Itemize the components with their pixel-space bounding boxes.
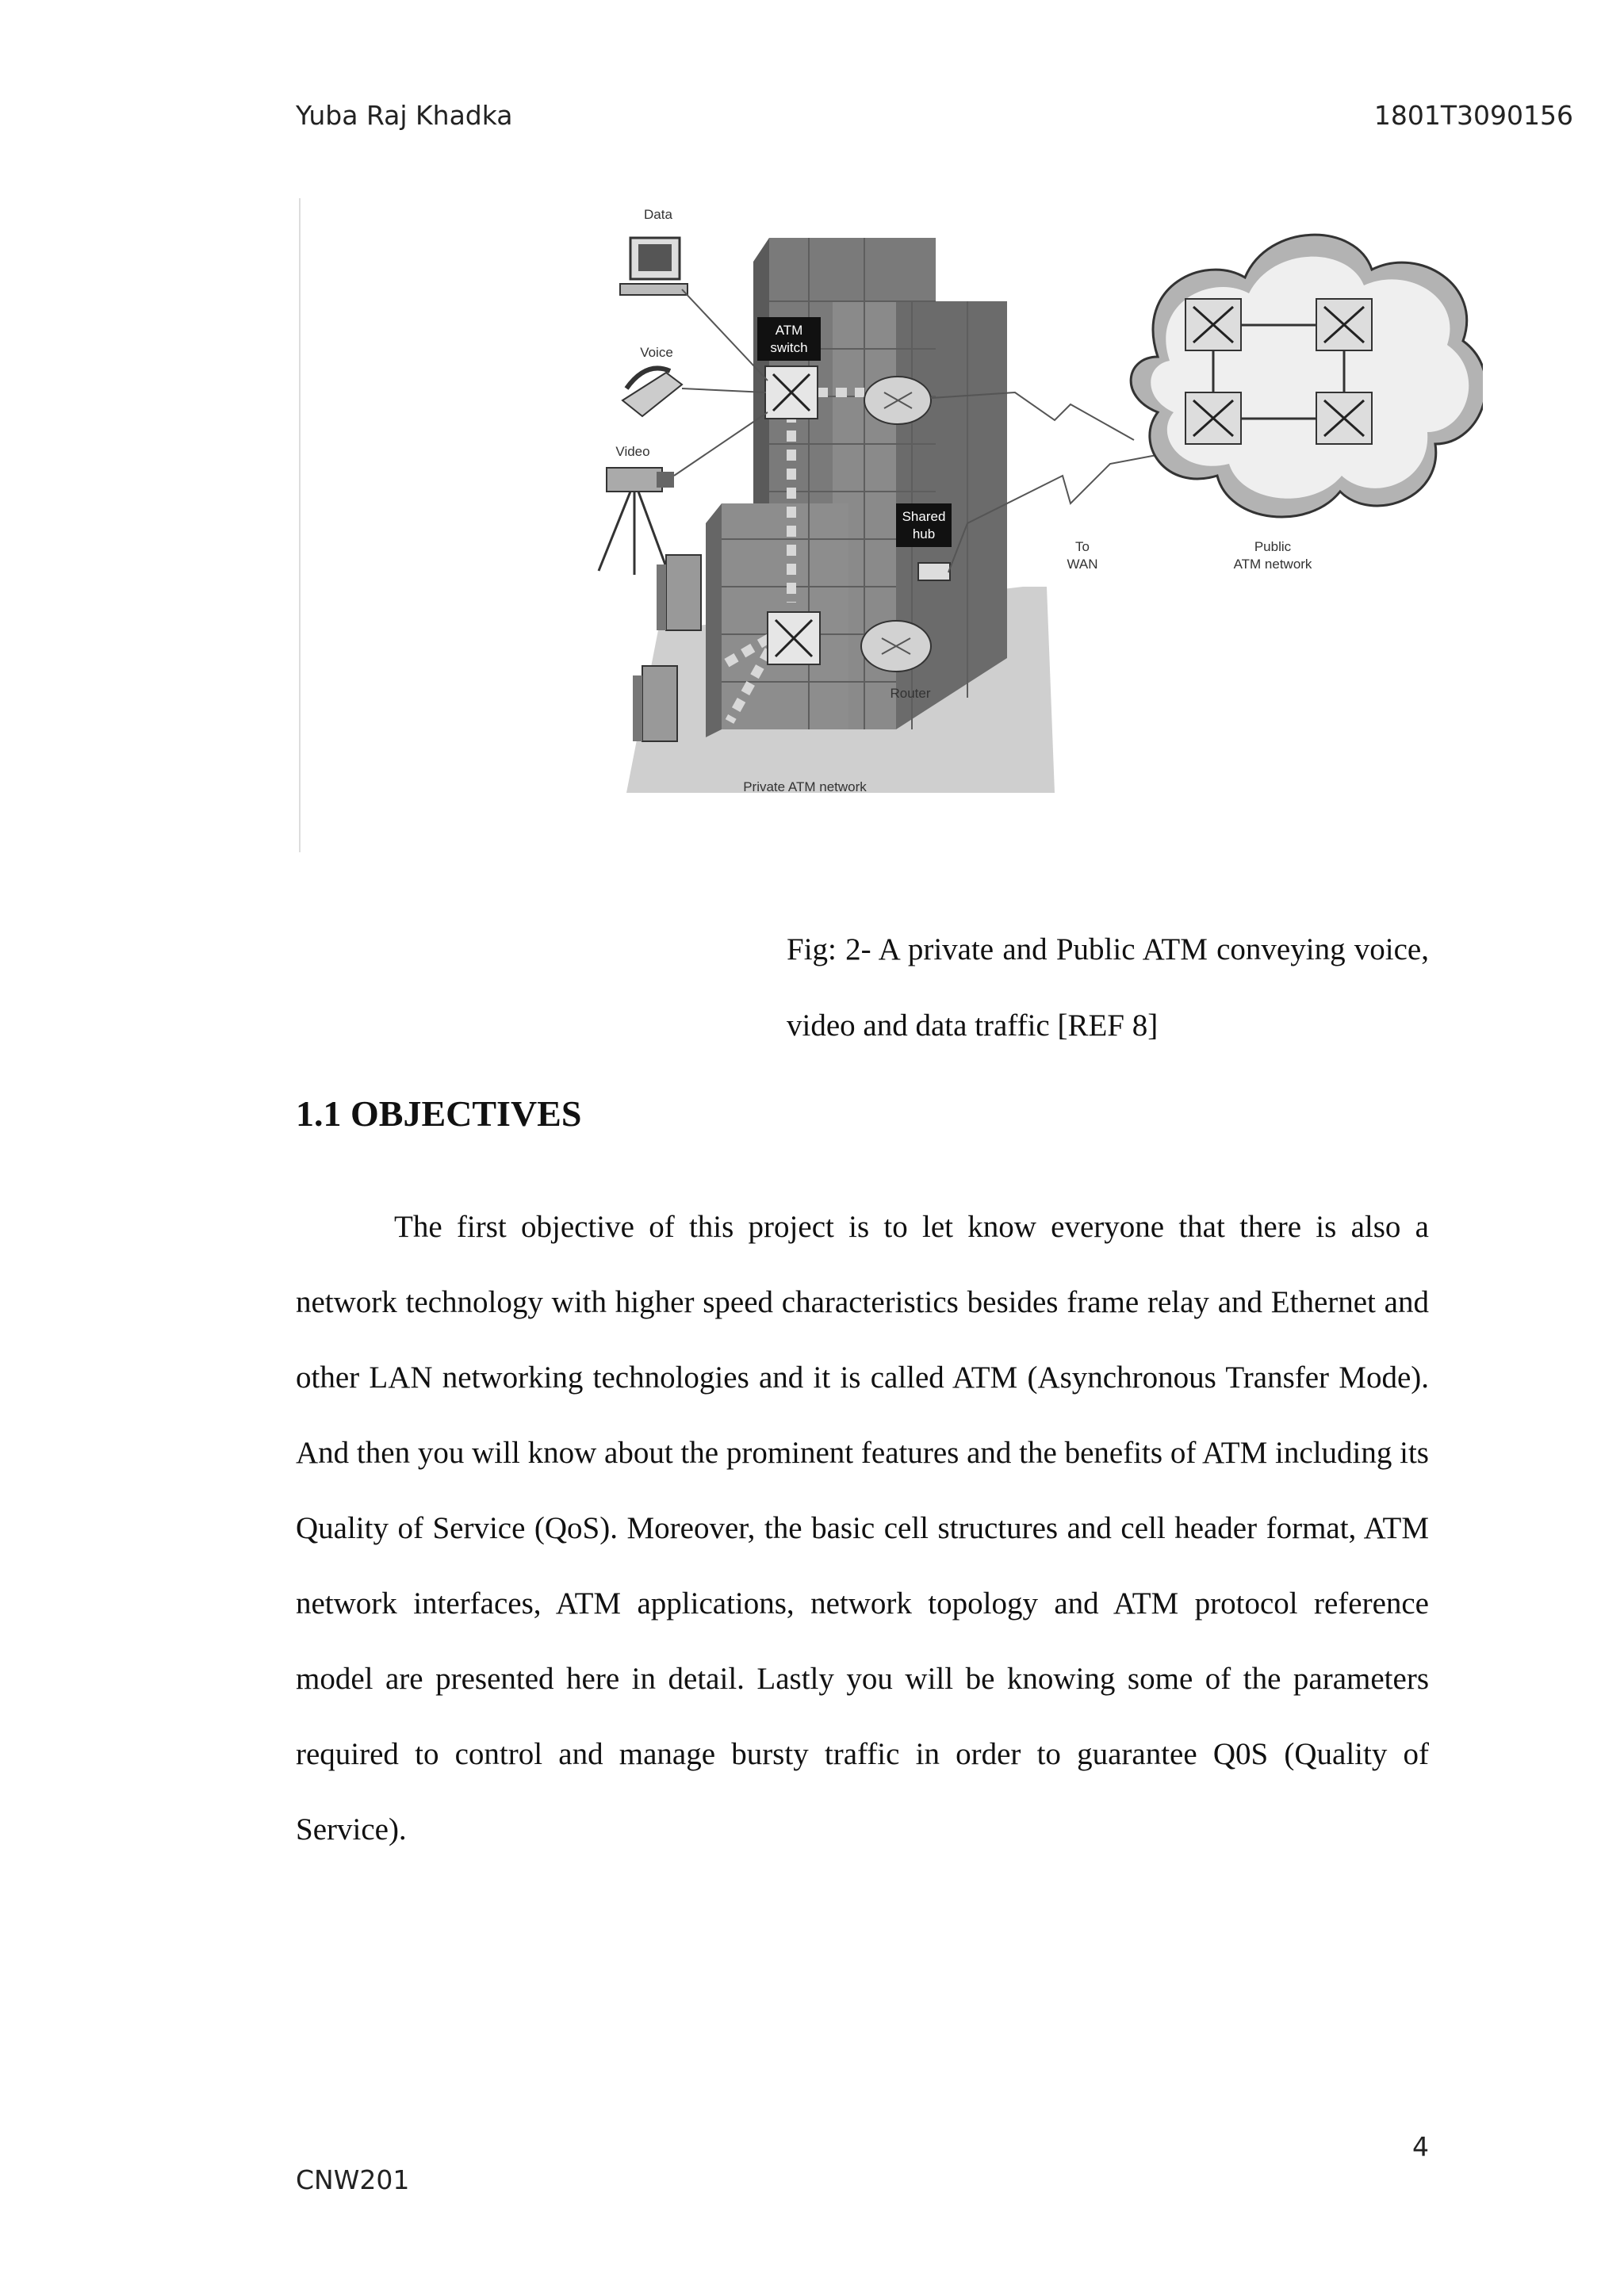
footer-course-code: CNW201 xyxy=(296,2164,410,2195)
header-author: Yuba Raj Khadka xyxy=(296,100,513,131)
shared-hub-label-line1: Shared xyxy=(902,509,946,524)
router-label: Router xyxy=(890,686,931,701)
data-label: Data xyxy=(644,207,672,222)
atm-network-diagram xyxy=(293,190,1483,864)
server-icon-bottom xyxy=(633,666,677,741)
header-student-id: 1801T3090156 xyxy=(1373,100,1573,131)
public-atm-label-line2: ATM network xyxy=(1233,557,1312,572)
to-wan-label-line1: To xyxy=(1075,539,1090,554)
atm-switch-top xyxy=(765,366,818,419)
server-icon-top xyxy=(657,555,701,630)
objectives-paragraph: The first objective of this project is to let know everyone that there is also a network technology with higher speed characteristics besides frame relay and Ethernet and other LAN networking technologies and it is called ATM (Asynchronous Transfer Mode). And then you will know about the prominent features and the benefits of ATM including its Quality of Service (QoS). Moreover, the basic cell structures and cell header format, ATM network interfaces, ATM applications, network topology and ATM protocol reference model are presented here in detail. Lastly you will be knowing some of the parameters required to control and manage bursty traffic in order to guarantee Q0S (Quality of Service). xyxy=(296,1210,1429,1846)
public-atm-cloud xyxy=(1131,235,1483,517)
router-bottom xyxy=(861,621,931,672)
router-top xyxy=(864,377,931,424)
private-atm-label: Private ATM network xyxy=(743,779,867,794)
shared-hub-device xyxy=(918,563,950,580)
atm-switch-bottom xyxy=(768,612,820,664)
shared-hub-label-line2: hub xyxy=(912,526,936,541)
low-building-side xyxy=(706,503,722,737)
video-camera-icon xyxy=(599,468,674,575)
section-title: 1.1 OBJECTIVES xyxy=(296,1093,582,1134)
figure-caption: Fig: 2- A private and Public ATM conveying voice, video and data traffic [REF 8] xyxy=(787,932,1429,1043)
atm-switch-label-line1: ATM xyxy=(775,323,803,338)
to-wan-label-line2: WAN xyxy=(1067,557,1098,572)
phone-icon xyxy=(622,368,682,416)
atm-switch-label-line2: switch xyxy=(770,340,808,355)
atm-network-figure xyxy=(293,190,1483,864)
public-atm-label-line1: Public xyxy=(1254,539,1292,554)
video-label: Video xyxy=(615,444,650,459)
voice-label: Voice xyxy=(640,345,673,360)
page-number: 4 xyxy=(1412,2131,1429,2162)
data-terminal-icon xyxy=(620,238,688,295)
